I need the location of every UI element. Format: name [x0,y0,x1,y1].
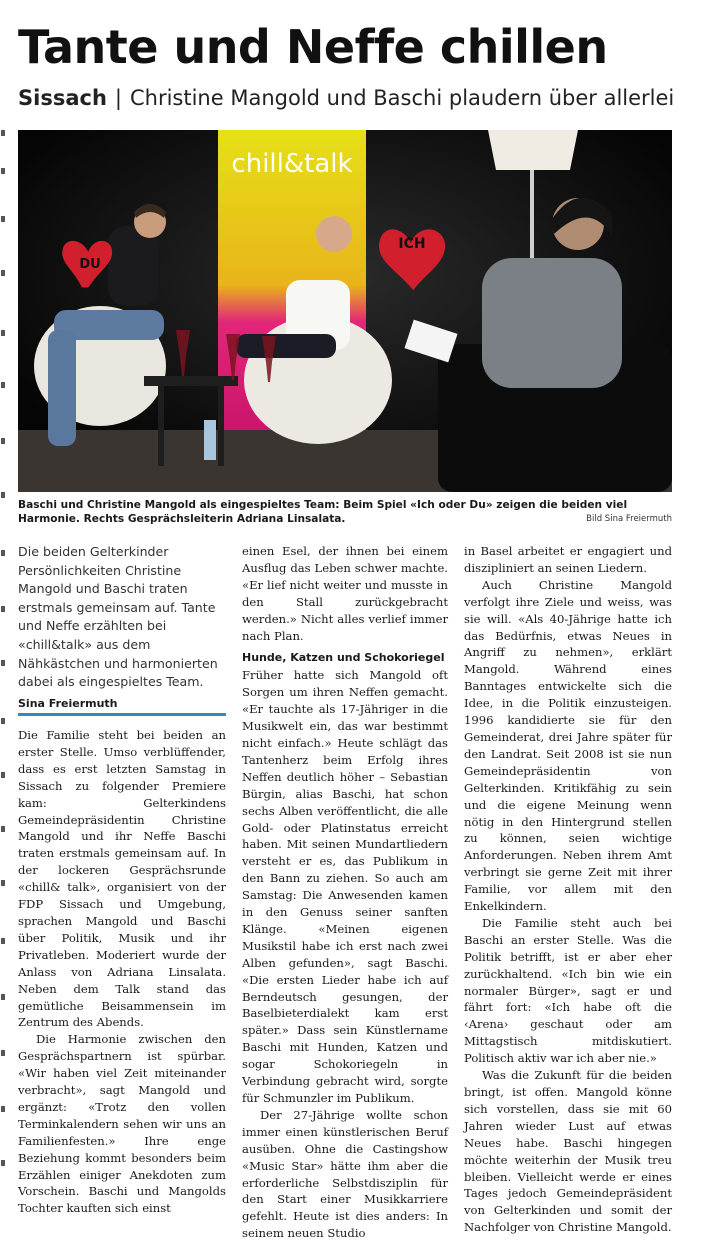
linsalata-body [482,258,622,388]
column-1 [18,727,226,1217]
subheading [18,86,674,110]
side-table [144,376,238,386]
subheading-separator: | [114,86,122,110]
photo-illustration [18,130,672,492]
subheading-text: Christine Mangold und Baschi plaudern über allerlei [129,86,675,110]
headline: Tante und Neffe chillen [18,20,608,74]
author-rule [18,713,226,716]
heart-left-text: DU [79,257,101,272]
section-subhead: Hunde, Katzen und Schokoriegel [242,651,445,665]
paragraph: Was die Zukunft für die beiden bringt, ist offen. Mangold könne sich vorstellen, dass sie mit 60 Jahren wieder Lust auf etwas Neues habe. Baschi hingegen möchte weiterhin der Musik treu bleiben. Vielleicht werde er eines Tages jedoch Gemeindepräsident von Gelterkinden und somit der Nachfolger von Christine Mangold. [464,1068,672,1235]
photo-caption: Baschi und Christine Mangold als eingespieltes Team: Beim Spiel «Ich oder Du» zeigen die beiden viel Harmonie. Rechts Gesprächsleiterin Adriana Linsalata. [18,499,628,525]
paragraph: Die Familie steht auch bei Baschi an erster Stelle. Was die Politik betrifft, ist er aber eher zurückhaltend. «Ich bin wie ein normaler Bürger», sagt er und fährt fort: «Ich habe oft die ‹Arena› geschaut oder am Mittagstisch mitdiskutiert. Politisch aktiv war ich aber nie.» [464,915,672,1066]
article-lead: Die beiden Gelterkinder Persönlichkeiten Christine Mangold und Baschi traten erstmals gemeinsam auf. Tante und Neffe erzählten bei «chill&talk» aus dem Nähkästchen und harmonierten dabei als eingespieltes Team. [18,544,218,690]
floor-lamp-shade [488,130,578,170]
paragraph: Früher hatte sich Mangold oft Sorgen um ihren Neffen gemacht. «Er tauchte als 17-Jähriger in die Musikwelt ein, das war bestimmt nicht einfach.» Heute schlägt das Tantenherz beim Erfolg ihres Neffen deutlich höher – Sebastian Bürgin, alias Baschi, hat schon sechs Alben veröffentlicht, die alle Gold- oder Platinstatus erreicht haben. Mit seinen Mundartliedern versteht er es, das Publikum in den Bann zu ziehen. So auch am Samstag: Die Anwesenden kamen in den Genuss seiner sanften Klänge. «Meinen eigenen Musikstil habe ich erst nach zwei Alben gefunden», sagt Baschi. «Die ersten Lieder habe ich auf Berndeutsch gesungen, der Baselbieterdialekt kam erst später.» Dass sein Künstlername Baschi mit Hunden, Katzen und sogar Schokoriegeln in Verbindung gebracht wird, sorgte für Schmunzler im Publikum. [242,668,448,1105]
column-3 [464,543,672,1236]
baschi-lower-leg [48,330,76,446]
banner-text: chill&talk [231,149,353,179]
article-photo [18,130,672,492]
mangold-legs [236,334,336,358]
table-leg-left [158,386,164,466]
table-leg-right [218,386,224,466]
paragraph: in Basel arbeitet er engagiert und diszipliniert an seinen Liedern. [464,544,672,575]
photo-credit: Bild Sina Freiermuth [586,514,672,524]
author-name: Sina Freiermuth [18,697,118,710]
paragraph: einen Esel, der ihnen bei einem Ausflug das Leben schwer machte. «Er lief nicht weiter und musste in den Stall zurückgebracht werden.» Nicht alles verlief immer nach Plan. [242,544,448,643]
column-2 [242,543,448,1242]
paragraph: Auch Christine Mangold verfolgt ihre Ziele und weiss, was sie will. «Als 40-Jährige hatte ich das Bedürfnis, etwas Neues in Angriff zu nehmen», erklärt Mangold. Während eines Banntages entwickelte sich die Idee, in die Politik einzusteigen. 1996 kandidierte sie für den Gemeinderat, drei Jahre später für den Landrat. Seit 2008 ist sie nun Gemeindepräsidentin von Gelterkinden. Kritikfähig zu sein und die eigene Meinung wenn nötig in den Hintergrund stellen zu können, seien wichtige Anforderungen. Neben ihrem Amt verbringt sie gerne Zeit mit ihrer Familie, vor allem mit den Enkelkindern. [464,577,672,914]
paragraph: Die Familie steht bei beiden an erster Stelle. Umso verblüffender, dass es erst letzten Samstag in Sissach zu folgender Premiere kam: Gelterkindens Gemeindepräsidentin Christine Mangold und ihr Neffe Baschi traten erstmals gemeinsam auf. In der lockeren Gesprächsrunde «chill& talk», organisiert von der FDP Sissach und Umgebung, sprachen Mangold und Baschi über Politik, Musik und ihr Privatleben. Moderiert wurde der Anlass von Adriana Linsalata. Neben dem Talk stand das gemütliche Beisammensein im Zentrum des Abends. [18,728,226,1030]
paragraph: Die Harmonie zwischen den Gesprächspartnern ist spürbar. «Wir haben viel Zeit miteinander verbracht», sagt Mangold und ergänzt: «Trotz den vollen Terminkalendern sehen wir uns an Familienfesten.» Ihre enge Beziehung kommt besonders beim Erzählen einiger Anekdoten zum Vorschein. Baschi und Mangolds Tochter kauften sich einst [18,1032,226,1216]
subheading-location: Sissach [18,86,107,110]
paragraph: Der 27-Jährige wollte schon immer einen künstlerischen Beruf ausüben. Ohne die Castingshow «Music Star» hätte ihm aber die erforderliche Selbstdisziplin für den Start einer Musikkarriere gefehlt. Heute ist dies anders: In seinem neuen Studio [242,1107,448,1241]
water-bottle [204,420,216,460]
mangold-head [316,216,352,252]
baschi-body [108,226,158,306]
page-edge-marks [0,120,8,1200]
heart-right-text: ICH [398,236,426,252]
